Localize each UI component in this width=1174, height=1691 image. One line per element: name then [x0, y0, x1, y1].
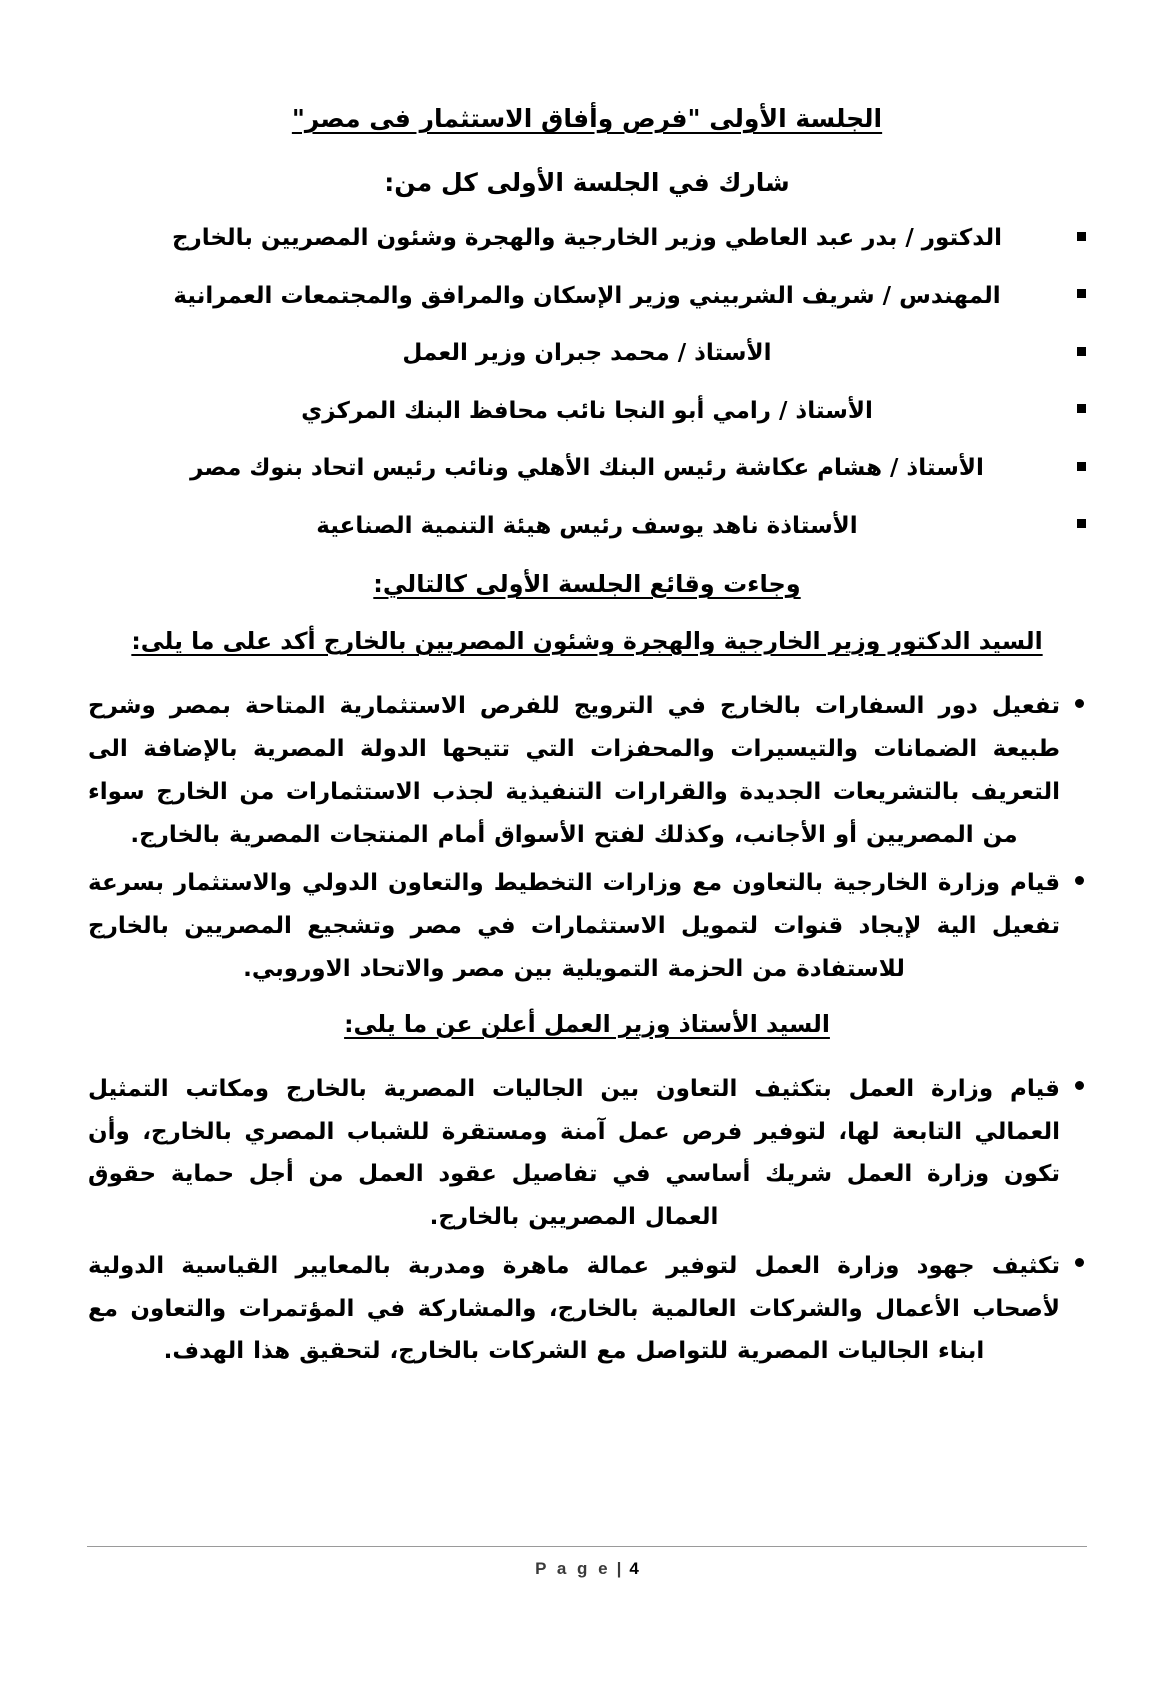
square-bullet-icon	[1077, 404, 1086, 413]
page-title-text: الجلسة الأولى "فرص وأفاق الاستثمار فى مصر"	[291, 104, 883, 133]
footer-separator: |	[616, 1559, 624, 1578]
section-heading-text: وجاءت وقائع الجلسة الأولى كالتالي:	[373, 570, 801, 598]
participant-label: الدكتور / بدر عبد العاطي وزير الخارجية والهجرة وشئون المصريين بالخارج	[171, 225, 1003, 251]
footer-page-word: P a g e	[535, 1559, 611, 1578]
participant-label: الأستاذة ناهد يوسف رئيس هيئة التنمية الصناعية	[316, 512, 858, 539]
list-item	[88, 221, 1086, 256]
list-item	[88, 685, 1086, 856]
section-heading-text: السيد الأستاذ وزير العمل أعلن عن ما يلى:	[344, 1009, 830, 1038]
list-item	[88, 509, 1086, 544]
page-number-label	[0, 1559, 1174, 1579]
footer-page-number: 4	[629, 1559, 639, 1578]
section-heading-labour-minister	[88, 1007, 1086, 1042]
round-bullet-icon	[1075, 1258, 1084, 1267]
lead-line: شارك في الجلسة الأولى كل من:	[384, 167, 790, 197]
square-bullet-icon	[1077, 289, 1086, 298]
page-footer	[0, 1546, 1174, 1579]
list-item	[88, 336, 1086, 371]
point-text: قيام وزارة الخارجية بالتعاون مع وزارات التخطيط والتعاون الدولي والاستثمار بسرعة تفعيل الية لإيجاد قنوات لتمويل الاستثمارات في مصر وتشجيع المصريين بالخارج للاستفادة من الحزمة التمويلية بين مصر والاتحاد الاوروبي.	[88, 870, 1060, 982]
participant-label: المهندس / شريف الشربيني وزير الإسكان والمرافق والمجتمعات العمرانية	[173, 282, 1001, 309]
square-bullet-icon	[1077, 462, 1086, 471]
page-title	[88, 100, 1086, 138]
section-heading-proceedings	[88, 566, 1086, 602]
square-bullet-icon	[1077, 232, 1086, 241]
point-text: تكثيف جهود وزارة العمل لتوفير عمالة ماهرة ومدربة بالمعايير القياسية الدولية لأصحاب الأعمال والشركات العالمية بالخارج، والمشاركة في المؤتمرات والتعاون مع ابناء الجاليات المصرية للتواصل مع الشركات بالخارج، لتحقيق هذا الهدف.	[88, 1252, 1060, 1365]
round-bullet-icon	[1075, 876, 1084, 885]
participant-label: الأستاذ / هشام عكاشة رئيس البنك الأهلي ونائب رئيس اتحاد بنوك مصر	[190, 455, 984, 481]
spacer	[88, 997, 1086, 1007]
list-item	[88, 451, 1086, 486]
point-text: قيام وزارة العمل بتكثيف التعاون بين الجاليات المصرية بالخارج ومكاتب التمثيل العمالي التابعة لها، لتوفير فرص عمل آمنة ومستقرة للشباب المصري بالخارج، وأن تكون وزارة العمل شريك أساسي في تفاصيل عقود العمل من أجل حماية حقوق العمال المصريين بالخارج.	[88, 1075, 1060, 1231]
participant-label: الأستاذ / محمد جبران وزير العمل	[402, 340, 772, 366]
labour-minister-points	[88, 1068, 1086, 1373]
footer-divider	[87, 1546, 1087, 1547]
participant-label: الأستاذ / رامي أبو النجا نائب محافظ البنك المركزي	[301, 397, 873, 424]
foreign-minister-points	[88, 685, 1086, 990]
list-item	[88, 1068, 1086, 1239]
square-bullet-icon	[1077, 519, 1086, 528]
round-bullet-icon	[1075, 699, 1084, 708]
round-bullet-icon	[1075, 1081, 1084, 1090]
list-item	[88, 862, 1086, 990]
list-item	[88, 1245, 1086, 1373]
participants-list	[88, 221, 1086, 543]
section-heading-text: السيد الدكتور وزير الخارجية والهجرة وشئون المصريين بالخارج أكد على ما يلى:	[131, 627, 1043, 655]
section-heading-foreign-minister	[88, 624, 1086, 659]
list-item	[88, 394, 1086, 429]
square-bullet-icon	[1077, 347, 1086, 356]
point-text: تفعيل دور السفارات بالخارج في الترويج للفرص الاستثمارية المتاحة بمصر وشرح طبيعة الضمانات والتيسيرات والمحفزات التي تتيحها الدولة المصرية بالإضافة الى التعريف بالتشريعات الجديدة والقرارات التنفيذية لجذب الاستثمارات من الخارج سواء من المصريين أو الأجانب، وكذلك لفتح الأسواق أمام المنتجات المصرية بالخارج.	[88, 693, 1060, 848]
list-item	[88, 279, 1086, 314]
